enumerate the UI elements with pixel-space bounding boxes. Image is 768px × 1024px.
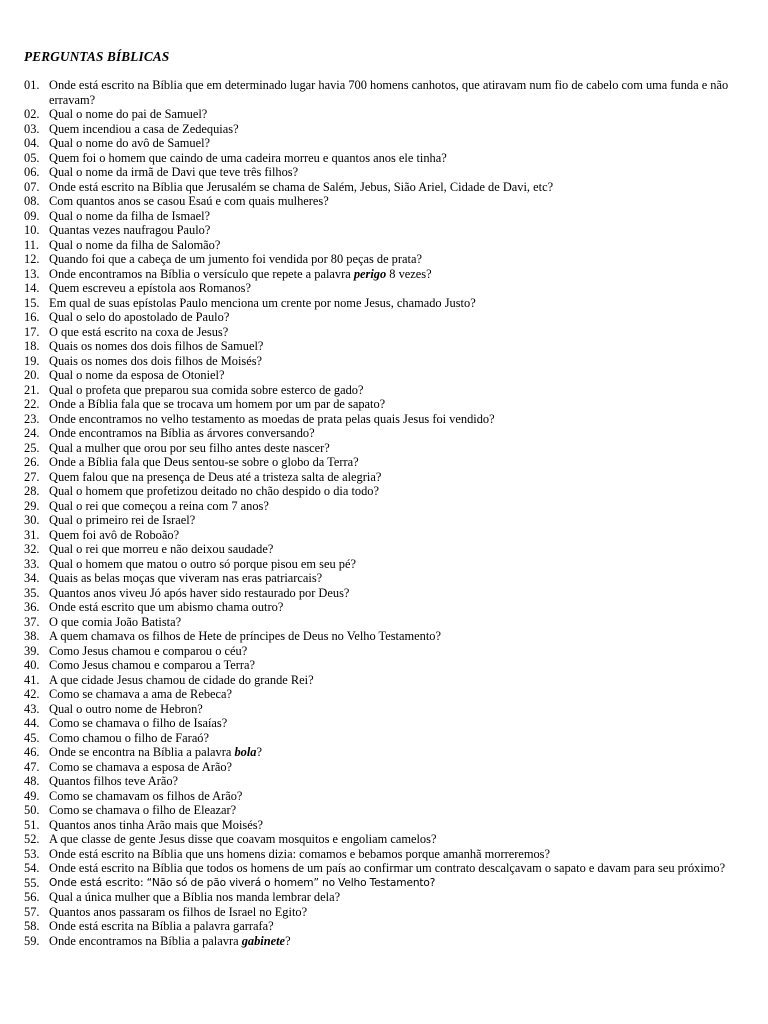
question-number: 15.: [24, 295, 40, 310]
question-number: 22.: [24, 397, 40, 411]
question-item: [24, 499, 754, 514]
question-item: [24, 716, 754, 731]
question-number: 30.: [24, 513, 40, 527]
question-item: [24, 122, 754, 137]
question-number: 38.: [24, 629, 40, 643]
question-text: Qual o rei que morreu e não deixou saudade?: [49, 542, 274, 556]
question-item: [24, 455, 754, 470]
question-number: 40.: [24, 658, 40, 672]
question-item: [24, 238, 754, 253]
question-item: [24, 426, 754, 441]
question-text-end: ?: [256, 745, 262, 759]
question-text: Quem foi avô de Roboão?: [49, 527, 180, 542]
question-item: [24, 383, 754, 398]
question-number: 20.: [24, 368, 40, 382]
question-text: Qual o nome do pai de Samuel?: [49, 107, 208, 121]
question-text-end: 8 vezes?: [386, 266, 432, 281]
question-item: [24, 180, 754, 195]
question-number: 17.: [24, 324, 40, 339]
question-item: [24, 513, 754, 528]
question-item: [24, 557, 754, 572]
question-text: Onde encontramos na Bíblia as árvores conversando?: [49, 426, 315, 440]
question-item: [24, 354, 754, 369]
question-number: 52.: [24, 832, 40, 846]
question-number: 50.: [24, 803, 40, 817]
question-item: [24, 310, 754, 325]
question-number: 51.: [24, 817, 40, 832]
question-number: 43.: [24, 701, 40, 716]
question-item: [24, 484, 754, 499]
question-item: [24, 803, 754, 818]
question-item: [24, 296, 754, 311]
question-number: 47.: [24, 759, 40, 774]
question-text: Qual o primeiro rei de Israel?: [49, 513, 196, 527]
question-number: 32.: [24, 542, 40, 556]
question-number: 41.: [24, 672, 40, 687]
question-text: Em qual de suas epístolas Paulo menciona um crente por nome Jesus, chamado Justo?: [49, 295, 476, 310]
question-text: Qual o rei que começou a reina com 7 anos?: [49, 498, 269, 513]
question-number: 01.: [24, 78, 40, 92]
question-text: Quais as belas moças que viveram nas eras patriarcais?: [49, 571, 323, 585]
question-text: Como se chamava a ama de Rebeca?: [49, 687, 233, 701]
question-text: Quantos filhos teve Arão?: [49, 774, 179, 788]
question-number: 24.: [24, 426, 40, 440]
question-text: Quem foi o homem que caindo de uma cadeira morreu e quantos anos ele tinha?: [49, 150, 447, 165]
question-number: 58.: [24, 919, 40, 933]
question-number: 11.: [24, 237, 40, 252]
question-text: [49, 267, 754, 282]
question-number: 14.: [24, 281, 40, 295]
question-item: [24, 368, 754, 383]
question-text: Quem falou que na presença de Deus até a tristeza salta de alegria?: [49, 469, 382, 484]
question-item: [24, 847, 754, 862]
question-text: A que classe de gente Jesus disse que coavam mosquitos e engoliam camelos?: [49, 832, 437, 846]
question-text: Com quantos anos se casou Esaú e com quais mulheres?: [49, 194, 329, 208]
question-text: A quem chamava os filhos de Hete de príncipes de Deus no Velho Testamento?: [49, 629, 441, 643]
question-text: Quando foi que a cabeça de um jumento foi vendida por 80 peças de prata?: [49, 252, 422, 266]
question-number: 59.: [24, 933, 40, 948]
question-text: Quantas vezes naufragou Paulo?: [49, 223, 211, 237]
question-item: [24, 673, 754, 688]
question-text: O que está escrito na coxa de Jesus?: [49, 324, 229, 339]
question-item: [24, 441, 754, 456]
question-item: [24, 252, 754, 267]
question-text: Onde está escrito na Bíblia que em determinado lugar havia 700 homens canhotos, que atiravam num fio de cabelo com uma funda e não erravam?: [49, 78, 729, 107]
question-text: Onde está escrito na Bíblia que todos os homens de um país ao confirmar um contrato descalçavam o sapato e davam para seu próximo?: [49, 861, 726, 875]
question-item: [24, 760, 754, 775]
question-number: 44.: [24, 716, 40, 730]
question-text: Como Jesus chamou e comparou o céu?: [49, 643, 248, 658]
question-item: [24, 528, 754, 543]
question-item: [24, 731, 754, 746]
question-text: Onde está escrito na Bíblia que uns homens dizia: comamos e bebamos porque amanhã morreremos?: [49, 846, 550, 861]
question-item: [24, 774, 754, 789]
question-text: O que comia João Batista?: [49, 614, 182, 629]
question-number: 35.: [24, 585, 40, 600]
question-text: Onde está escrito que um abismo chama outro?: [49, 600, 284, 614]
question-text: Qual a única mulher que a Bíblia nos manda lembrar dela?: [49, 890, 341, 904]
question-number: 46.: [24, 745, 40, 759]
question-text-start: Onde encontramos na Bíblia a palavra: [49, 933, 242, 948]
question-item: [24, 702, 754, 717]
question-item: [24, 107, 754, 122]
question-number: 13.: [24, 266, 40, 281]
question-number: 26.: [24, 455, 40, 469]
question-text: Qual o nome do avô de Samuel?: [49, 136, 211, 150]
question-text: Qual o homem que matou o outro só porque pisou em seu pé?: [49, 556, 356, 571]
question-number: 16.: [24, 310, 40, 324]
question-item: [24, 615, 754, 630]
question-item: [24, 905, 754, 920]
question-item: [24, 281, 754, 296]
question-number: 45.: [24, 730, 40, 745]
question-text: Qual o profeta que preparou sua comida sobre esterco de gado?: [49, 382, 364, 397]
question-number: 19.: [24, 353, 40, 368]
question-number: 29.: [24, 498, 40, 513]
question-number: 07.: [24, 179, 40, 194]
question-item: [24, 209, 754, 224]
question-text: Quem incendiou a casa de Zedequias?: [49, 121, 239, 136]
question-number: 55.: [24, 875, 40, 890]
question-text-start: Onde encontramos na Bíblia o versículo que repete a palavra: [49, 266, 354, 281]
question-text: Quantos anos passaram os filhos de Israel no Egito?: [49, 904, 308, 919]
question-item: [24, 818, 754, 833]
question-item: [24, 412, 754, 427]
question-text: Qual o nome da irmã de Davi que teve três filhos?: [49, 165, 299, 179]
question-number: 08.: [24, 194, 40, 208]
question-text: [49, 745, 754, 760]
emphasized-word: perigo: [353, 266, 387, 281]
question-item: [24, 223, 754, 238]
question-number: 56.: [24, 890, 40, 904]
question-item: [24, 919, 754, 934]
question-number: 06.: [24, 165, 40, 179]
question-text: Como se chamava a esposa de Arão?: [49, 759, 233, 774]
question-item: [24, 151, 754, 166]
question-item: [24, 876, 754, 891]
question-item: [24, 687, 754, 702]
question-item: [24, 194, 754, 209]
emphasized-word: bola: [234, 745, 257, 759]
question-item: [24, 890, 754, 905]
question-text: Como Jesus chamou e comparou a Terra?: [49, 658, 256, 672]
question-number: 02.: [24, 107, 40, 121]
question-number: 54.: [24, 861, 40, 875]
question-item: [24, 934, 754, 949]
question-item: [24, 470, 754, 485]
question-number: 10.: [24, 223, 40, 237]
question-item: [24, 136, 754, 151]
question-item: [24, 789, 754, 804]
question-text: [49, 934, 754, 949]
question-number: 33.: [24, 556, 40, 571]
question-list: [24, 78, 754, 948]
question-text: Qual o nome da filha de Salomão?: [49, 237, 221, 252]
question-number: 28.: [24, 484, 40, 498]
question-item: [24, 861, 754, 876]
question-number: 37.: [24, 614, 40, 629]
question-text: Onde está escrito na Bíblia que Jerusalém se chama de Salém, Jebus, Sião Ariel, Cidade de Davi, etc?: [49, 179, 554, 194]
question-number: 23.: [24, 411, 40, 426]
question-text: Onde a Bíblia fala que se trocava um homem por um par de sapato?: [49, 397, 386, 411]
question-item: [24, 339, 754, 354]
question-item: [24, 629, 754, 644]
question-text: Quantos anos tinha Arão mais que Moisés?: [49, 817, 264, 832]
question-number: 39.: [24, 643, 40, 658]
question-item: [24, 600, 754, 615]
question-text: Onde a Bíblia fala que Deus sentou-se sobre o globo da Terra?: [49, 455, 359, 469]
question-text: Qual a mulher que orou por seu filho antes deste nascer?: [49, 440, 330, 455]
question-item: [24, 542, 754, 557]
question-text: Qual o nome da esposa de Otoniel?: [49, 368, 225, 382]
question-number: 25.: [24, 440, 40, 455]
question-item: [24, 325, 754, 340]
question-item: [24, 658, 754, 673]
page-title: PERGUNTAS BÍBLICAS: [24, 49, 170, 64]
question-number: 53.: [24, 846, 40, 861]
question-item: [24, 571, 754, 586]
question-number: 42.: [24, 687, 40, 701]
question-text: Qual o nome da filha de Ismael?: [49, 208, 211, 223]
question-text: Como se chamavam os filhos de Arão?: [49, 788, 243, 803]
question-text-end: ?: [285, 933, 291, 948]
question-number: 21.: [24, 382, 40, 397]
question-text: Como chamou o filho de Faraó?: [49, 730, 210, 745]
question-item: [24, 397, 754, 412]
question-item: [24, 165, 754, 180]
question-number: 09.: [24, 208, 40, 223]
question-text: Quais os nomes dos dois filhos de Samuel?: [49, 339, 264, 353]
question-text: Como se chamava o filho de Isaías?: [49, 716, 228, 730]
question-item: [24, 745, 754, 760]
question-text: A que cidade Jesus chamou de cidade do grande Rei?: [49, 672, 314, 687]
question-number: 57.: [24, 904, 40, 919]
question-number: 49.: [24, 788, 40, 803]
question-text: Qual o outro nome de Hebron?: [49, 701, 203, 716]
question-number: 03.: [24, 121, 40, 136]
question-number: 36.: [24, 600, 40, 614]
question-item: [24, 78, 754, 107]
question-text: Onde está escrito: “Não só de pão viverá o homem” no Velho Testamento?: [49, 876, 436, 889]
question-number: 27.: [24, 469, 40, 484]
question-item: [24, 644, 754, 659]
question-number: 04.: [24, 136, 40, 150]
question-item: [24, 267, 754, 282]
question-number: 34.: [24, 571, 40, 585]
question-text: Onde está escrita na Bíblia a palavra garrafa?: [49, 919, 274, 933]
question-text: Como se chamava o filho de Eleazar?: [49, 803, 237, 817]
question-text: Quantos anos viveu Jó após haver sido restaurado por Deus?: [49, 585, 350, 600]
emphasized-word: gabinete: [241, 933, 286, 948]
question-number: 18.: [24, 339, 40, 353]
question-number: 05.: [24, 150, 40, 165]
question-text: Onde encontramos no velho testamento as moedas de prata pelas quais Jesus foi vendido?: [49, 411, 495, 426]
question-number: 12.: [24, 252, 40, 266]
question-text-start: Onde se encontra na Bíblia a palavra: [49, 745, 235, 759]
question-number: 31.: [24, 527, 40, 542]
question-text: Quem escreveu a epístola aos Romanos?: [49, 281, 251, 295]
question-item: [24, 832, 754, 847]
question-text: Quais os nomes dos dois filhos de Moisés?: [49, 353, 263, 368]
question-text: Qual o selo do apostolado de Paulo?: [49, 310, 230, 324]
question-item: [24, 586, 754, 601]
question-number: 48.: [24, 774, 40, 788]
question-text: Qual o homem que profetizou deitado no chão despido o dia todo?: [49, 484, 379, 498]
